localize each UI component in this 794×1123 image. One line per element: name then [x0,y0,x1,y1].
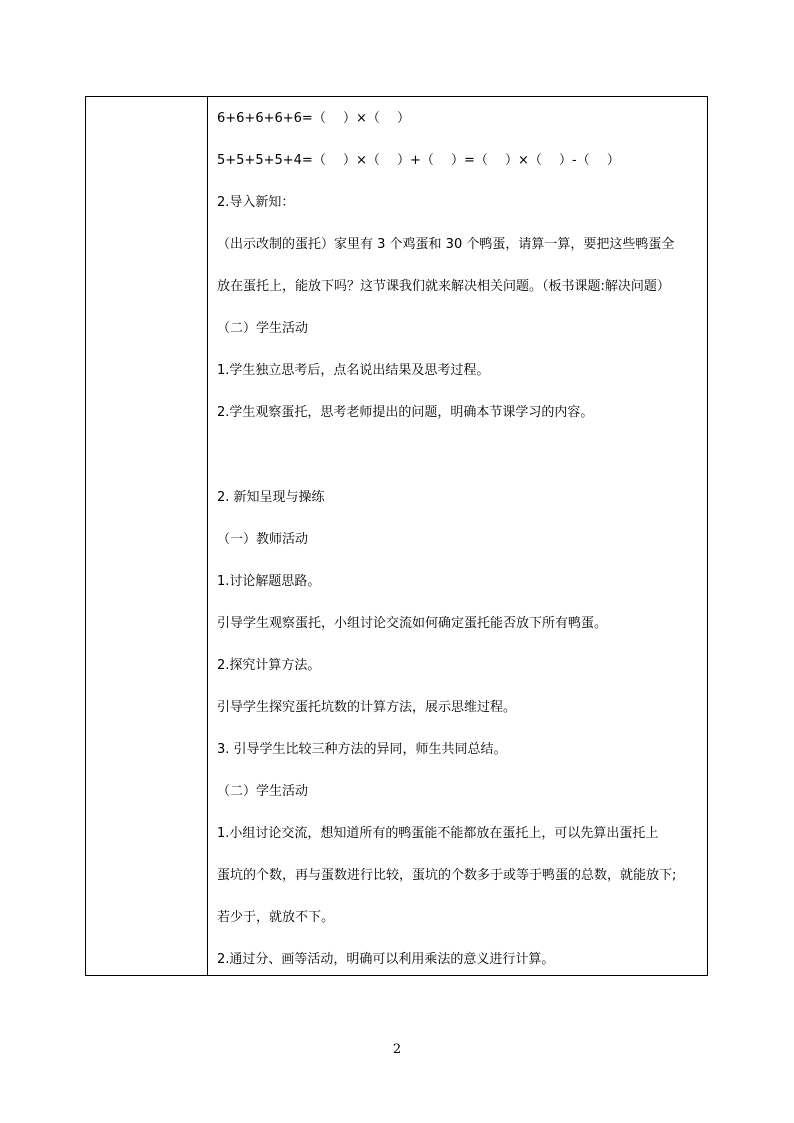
lesson-table [85,96,708,976]
paragraph-line: 蛋坑的个数，再与蛋数进行比较，蛋坑的个数多于或等于鸭蛋的总数，就能放下; [217,868,677,883]
section-heading-intro: 2.导入新知： [217,195,295,210]
column-divider [207,97,208,975]
paragraph-line: 若少于，就放不下。 [217,910,335,925]
paragraph-line: 2.探究计算方法。 [217,658,321,673]
section-heading-new-knowledge: 2. 新知呈现与操练 [217,490,325,505]
subheading-student-activity: （二）学生活动 [217,784,309,799]
page-number: 2 [392,1042,402,1057]
paragraph-line: 引导学生探究蛋托坑数的计算方法，展示思维过程。 [217,700,517,715]
paragraph-line: 2.学生观察蛋托，思考老师提出的问题，明确本节课学习的内容。 [217,405,594,420]
paragraph-line: 引导学生观察蛋托，小组讨论交流如何确定蛋托能否放下所有鸭蛋。 [217,616,608,631]
paragraph-line: （出示改制的蛋托）家里有 3 个鸡蛋和 30 个鸭蛋，请算一算，要把这些鸭蛋全 [217,237,675,252]
paragraph-line: 3. 引导学生比较三种方法的异同，师生共同总结。 [217,742,507,757]
subheading-student-activity: （二）学生活动 [217,321,309,336]
paragraph-line: 放在蛋托上，能放下吗？这节课我们就来解决相关问题。（板书课题:解决问题） [217,279,670,294]
paragraph-line: 1.讨论解题思路。 [217,574,321,589]
paragraph-line: 1.学生独立思考后，点名说出结果及思考过程。 [217,363,490,378]
equation-line-2: 5+5+5+5+4=（ ）×（ ）+（ ）=（ ）×（ ）-（ ） [217,153,620,168]
paragraph-line: 1.小组讨论交流，想知道所有的鸭蛋能不能都放在蛋托上，可以先算出蛋托上 [217,826,659,841]
subheading-teacher-activity: （一）教师活动 [217,532,309,547]
equation-line-1: 6+6+6+6+6=（ ）×（ ） [217,111,410,126]
paragraph-line: 2.通过分、画等活动，明确可以利用乘法的意义进行计算。 [217,952,555,967]
